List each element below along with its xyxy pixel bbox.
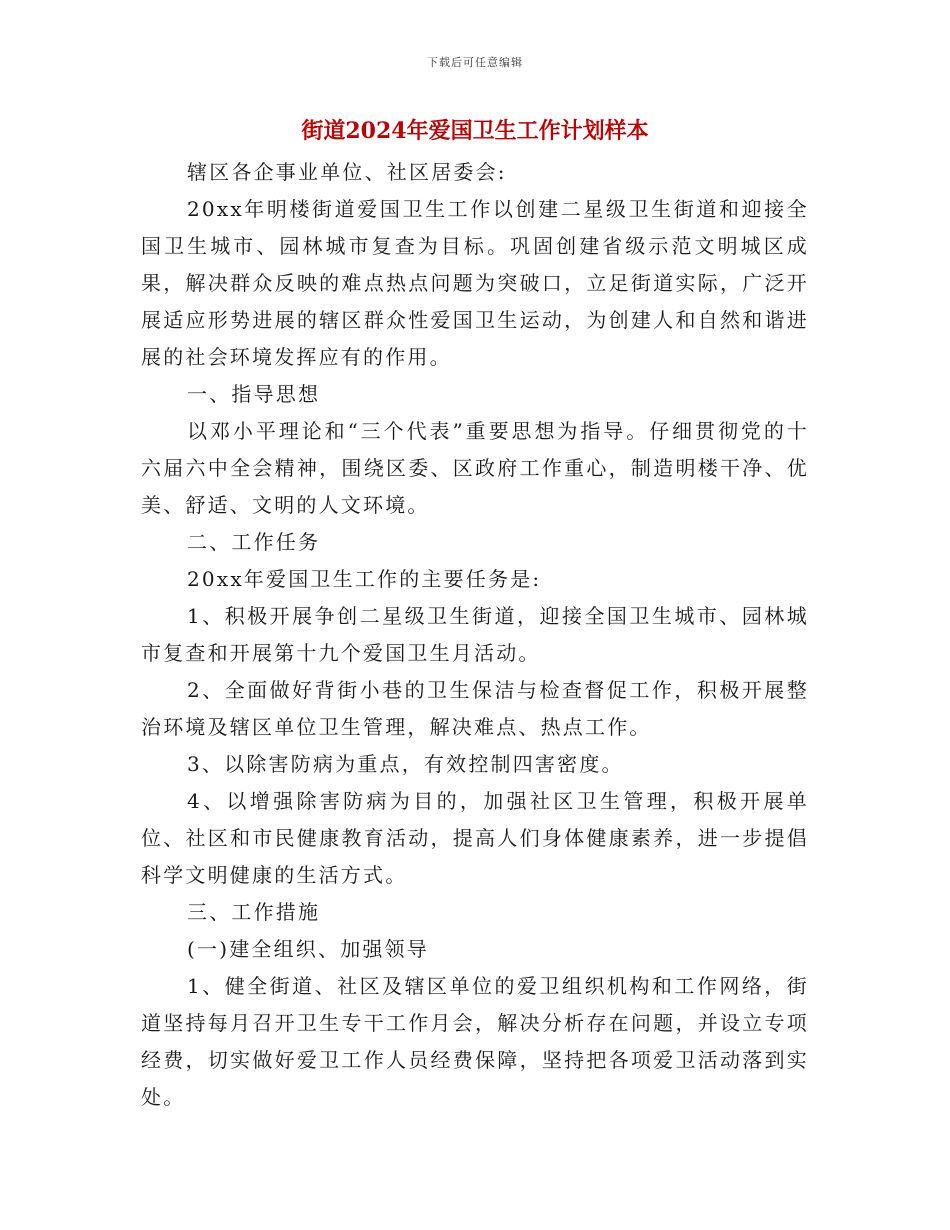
section-heading-guiding-ideology: 一、指导思想 xyxy=(187,382,321,406)
measure-item-1: 1、健全街道、社区及辖区单位的爱卫组织机构和工作网络，街道坚持每月召开卫生专干工作月会，解决分析存在问题，并设立专项经费，切实做好爱卫工作人员经费保障，坚持把各项爱卫活动落到实处。 xyxy=(141,974,809,1109)
task-item-3: 3、以除害防病为重点，有效控制四害密度。 xyxy=(187,752,624,776)
task-item-2: 2、全面做好背街小巷的卫生保洁与检查督促工作，积极开展整治环境及辖区单位卫生管理，解决难点、热点工作。 xyxy=(141,678,809,739)
guiding-ideology-paragraph: 以邓小平理论和“三个代表”重要思想为指导。仔细贯彻党的十六届六中全会精神，围绕区委、区政府工作重心，制造明楼干净、优美、舒适、文明的人文环境。 xyxy=(141,419,809,517)
section-heading-work-tasks: 二、工作任务 xyxy=(187,530,321,554)
intro-paragraph: 20xx年明楼街道爱国卫生工作以创建二星级卫生街道和迎接全国卫生城市、园林城市复查为目标。巩固创建省级示范文明城区成果，解决群众反映的难点热点问题为突破口，立足街道实际，广泛开展适应形势进展的辖区群众性爱国卫生运动，为创建人和自然和谐进展的社会环境发挥应有的作用。 xyxy=(141,197,809,369)
section-heading-work-measures: 三、工作措施 xyxy=(187,900,321,924)
page-header-note: 下载后可任意编辑 xyxy=(427,56,523,69)
salutation: 辖区各企事业单位、社区居委会: xyxy=(187,160,507,184)
work-tasks-intro: 20xx年爱国卫生工作的主要任务是: xyxy=(187,567,542,591)
document-body xyxy=(141,154,809,1116)
subsection-heading-organization: (一)建全组织、加强领导 xyxy=(187,937,430,961)
task-item-4: 4、以增强除害防病为目的，加强社区卫生管理，积极开展单位、社区和市民健康教育活动，提高人们身体健康素养，进一步提倡科学文明健康的生活方式。 xyxy=(141,789,809,887)
document-title: 街道2024年爱国卫生工作计划样本 xyxy=(301,118,649,144)
task-item-1: 1、积极开展争创二星级卫生街道，迎接全国卫生城市、园林城市复查和开展第十九个爱国卫生月活动。 xyxy=(141,604,809,665)
